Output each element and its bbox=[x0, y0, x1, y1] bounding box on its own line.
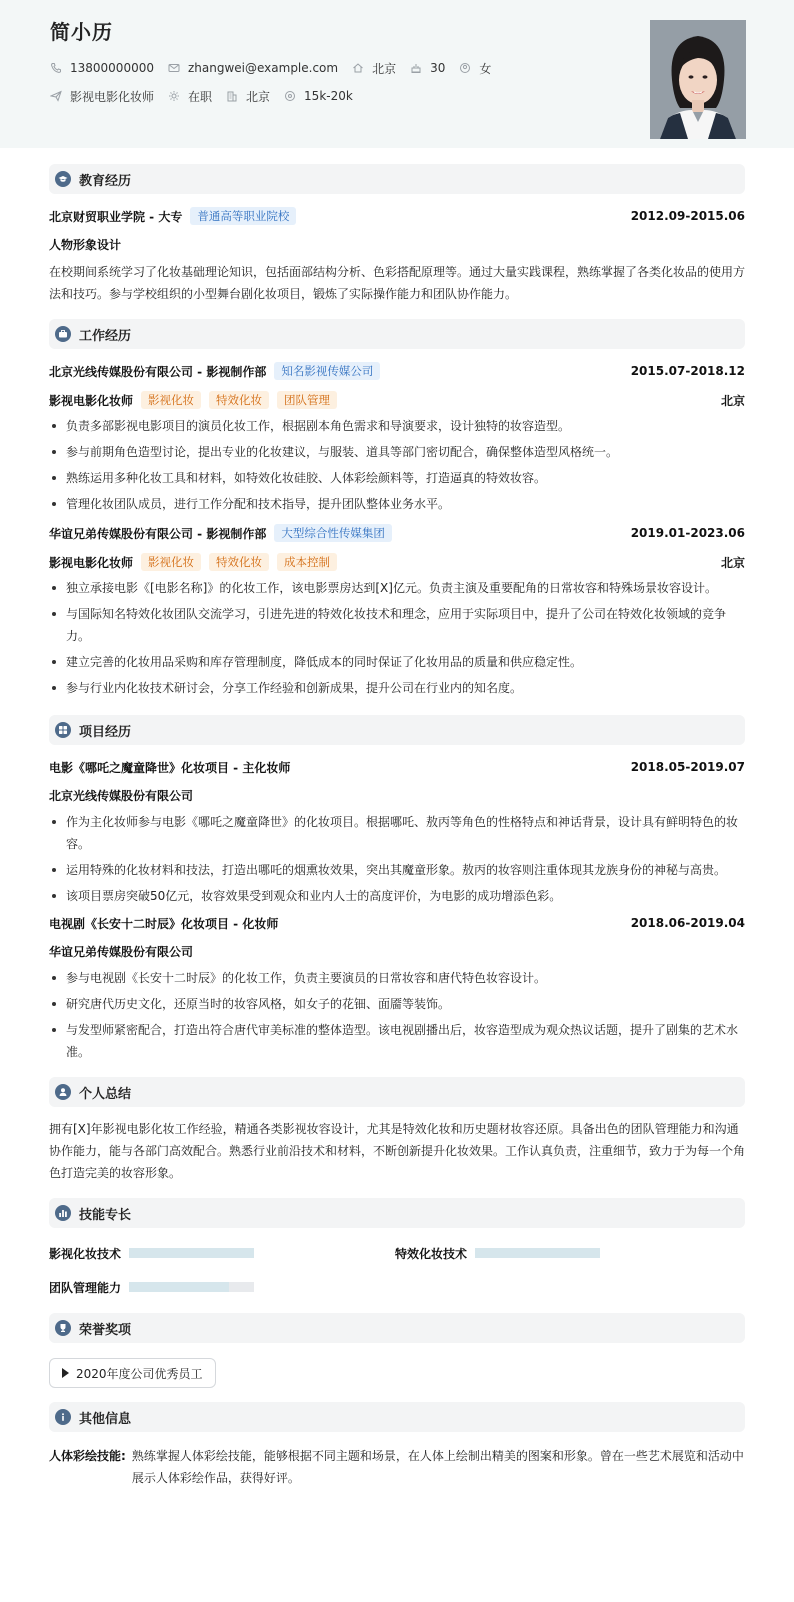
section-education bbox=[49, 164, 745, 194]
skill-bar bbox=[129, 1248, 254, 1258]
phone-info bbox=[50, 61, 154, 75]
skill-bar-fill bbox=[129, 1248, 254, 1258]
section-work bbox=[49, 319, 745, 349]
project-bullets bbox=[49, 967, 745, 1063]
list-item: 与发型师紧密配合，打造出符合唐代审美标准的整体造型。该电视剧播出后，妆容造型成为观众热议话题，提升了剧集的艺术水准。 bbox=[49, 1019, 745, 1063]
section-projects-title: 项目经历 bbox=[79, 724, 132, 740]
age-text: 30 bbox=[430, 61, 446, 75]
skill-tag: 成本控制 bbox=[277, 553, 337, 571]
skill-bar-fill bbox=[129, 1282, 229, 1292]
project-company: 华谊兄弟传媒股份有限公司 bbox=[49, 945, 194, 959]
education-entry bbox=[49, 206, 745, 305]
company-tag: 大型综合性传媒集团 bbox=[274, 524, 392, 542]
skill-tag: 影视化妆 bbox=[141, 553, 201, 571]
list-item: 参与前期角色造型讨论，提出专业的化妆建议，与服装、道具等部门密切配合，确保整体造型风格统一。 bbox=[49, 441, 745, 463]
honor-item bbox=[49, 1358, 216, 1388]
job-target-text: 影视电影化妆师 bbox=[70, 89, 155, 104]
list-item: 运用特殊的化妆材料和技法，打造出哪吒的烟熏妆效果，突出其魔童形象。敖丙的妆容则注重体现其龙族身份的神秘与高贵。 bbox=[49, 859, 745, 881]
basic-info-row bbox=[50, 60, 744, 76]
skill-tag: 特效化妆 bbox=[209, 553, 269, 571]
work-entry bbox=[49, 523, 745, 699]
list-item: 研究唐代历史文化，还原当时的妆容风格，如女子的花钿、面靥等装饰。 bbox=[49, 993, 745, 1015]
skill-tag: 特效化妆 bbox=[209, 391, 269, 409]
skill-item bbox=[395, 1239, 741, 1267]
candidate-name: 简小历 bbox=[50, 20, 113, 44]
work-bullets bbox=[49, 577, 745, 699]
work-role: 影视电影化妆师 bbox=[49, 555, 134, 570]
home-icon bbox=[352, 62, 364, 74]
skill-name: 团队管理能力 bbox=[49, 1280, 122, 1295]
list-item: 参与行业内化妆技术研讨会，分享工作经验和创新成果，提升公司在行业内的知名度。 bbox=[49, 677, 745, 699]
list-item: 参与电视剧《长安十二时辰》的化妆工作，负责主要演员的日常妆容和唐代特色妆容设计。 bbox=[49, 967, 745, 989]
work-city: 北京 bbox=[720, 393, 745, 408]
settings-icon bbox=[168, 90, 180, 102]
gender-info bbox=[459, 60, 491, 77]
work-company: 北京光线传媒股份有限公司 - 影视制作部 bbox=[49, 364, 267, 379]
target-city-text: 北京 bbox=[246, 89, 271, 104]
list-item: 该项目票房突破50亿元，妆容效果受到观众和业内人士的高度评价，为电影的成功增添色彩。 bbox=[49, 885, 745, 907]
job-target-info bbox=[50, 88, 154, 105]
list-item: 与国际知名特效化妆团队交流学习，引进先进的特效化妆技术和理念，应用于实际项目中，提升了公司在特效化妆领域的竞争力。 bbox=[49, 603, 745, 647]
section-projects bbox=[49, 715, 745, 745]
skill-tag: 团队管理 bbox=[277, 391, 337, 409]
project-entry bbox=[49, 913, 745, 1063]
age-info bbox=[410, 61, 445, 75]
work-city: 北京 bbox=[720, 555, 745, 570]
target-city-info bbox=[226, 88, 270, 105]
skill-item bbox=[49, 1239, 395, 1267]
section-summary bbox=[49, 1077, 745, 1107]
section-work-title: 工作经历 bbox=[79, 328, 132, 344]
skill-item bbox=[49, 1273, 395, 1301]
building-icon bbox=[226, 90, 238, 102]
trophy-icon bbox=[55, 1320, 71, 1336]
skill-bar bbox=[475, 1248, 600, 1258]
phone-icon bbox=[50, 62, 62, 74]
work-date: 2019.01-2023.06 bbox=[630, 526, 745, 540]
skill-bar bbox=[129, 1282, 254, 1292]
project-date: 2018.06-2019.04 bbox=[630, 916, 745, 930]
education-date: 2012.09-2015.06 bbox=[630, 209, 745, 223]
project-entry bbox=[49, 757, 745, 907]
section-honors-title: 荣誉奖项 bbox=[79, 1322, 132, 1338]
work-role: 影视电影化妆师 bbox=[49, 393, 134, 408]
company-tag: 知名影视传媒公司 bbox=[274, 362, 380, 380]
mail-icon bbox=[168, 62, 180, 74]
status-text: 在职 bbox=[188, 89, 213, 104]
other-info bbox=[49, 1445, 745, 1489]
work-bullets bbox=[49, 415, 745, 515]
gender-icon bbox=[459, 62, 471, 74]
portrait-image bbox=[650, 20, 746, 139]
skill-bar-fill bbox=[475, 1248, 600, 1258]
school-tag: 普通高等职业院校 bbox=[190, 207, 296, 225]
project-title: 电视剧《长安十二时辰》化妆项目 - 化妆师 bbox=[49, 916, 279, 931]
salary-text: 15k-20k bbox=[304, 89, 353, 103]
profile-photo bbox=[650, 20, 746, 139]
skills-list bbox=[49, 1239, 745, 1301]
other-label: 人体彩绘技能: bbox=[49, 1449, 126, 1463]
phone-text: 13800000000 bbox=[70, 61, 154, 75]
list-item: 作为主化妆师参与电影《哪吒之魔童降世》的化妆项目。根据哪吒、敖丙等角色的性格特点和神话背景，设计具有鲜明特色的妆容。 bbox=[49, 811, 745, 855]
list-item: 独立承接电影《[电影名称]》的化妆工作，该电影票房达到[X]亿元。负责主演及重要配角的日常妆容和特殊场景妆容设计。 bbox=[49, 577, 745, 599]
section-other-title: 其他信息 bbox=[79, 1411, 132, 1427]
section-skills bbox=[49, 1198, 745, 1228]
honor-text: 2020年度公司优秀员工 bbox=[76, 1366, 203, 1381]
grid-icon bbox=[55, 722, 71, 738]
honors-list bbox=[49, 1358, 745, 1388]
work-entry bbox=[49, 361, 745, 515]
location-info bbox=[352, 60, 396, 77]
salary-info bbox=[284, 89, 353, 103]
section-skills-title: 技能专长 bbox=[79, 1207, 132, 1223]
cake-icon bbox=[410, 62, 422, 74]
play-icon bbox=[62, 1368, 69, 1378]
bar-chart-icon bbox=[55, 1205, 71, 1221]
education-major: 人物形象设计 bbox=[49, 238, 122, 252]
status-info bbox=[168, 88, 212, 105]
work-date: 2015.07-2018.12 bbox=[630, 364, 745, 378]
education-description: 在校期间系统学习了化妆基础理论知识，包括面部结构分析、色彩搭配原理等。通过大量实践课程，熟练掌握了各类化妆品的使用方法和技巧。参与学校组织的小型舞台剧化妆项目，锻炼了实际操作能力和团队协作能力。 bbox=[49, 265, 746, 301]
project-company: 北京光线传媒股份有限公司 bbox=[49, 789, 194, 803]
coin-icon bbox=[284, 90, 296, 102]
work-company: 华谊兄弟传媒股份有限公司 - 影视制作部 bbox=[49, 526, 267, 541]
list-item: 管理化妆团队成员，进行工作分配和技术指导，提升团队整体业务水平。 bbox=[49, 493, 745, 515]
skill-name: 特效化妆技术 bbox=[395, 1246, 468, 1261]
section-education-title: 教育经历 bbox=[79, 173, 132, 189]
project-date: 2018.05-2019.07 bbox=[630, 760, 745, 774]
resume-body bbox=[0, 164, 794, 1489]
other-text: 熟练掌握人体彩绘技能，能够根据不同主题和场景，在人体上绘制出精美的图案和形象。曾在一些艺术展览和活动中展示人体彩绘作品，获得好评。 bbox=[131, 1449, 744, 1485]
location-text: 北京 bbox=[372, 61, 397, 76]
list-item: 负责多部影视电影项目的演员化妆工作，根据剧本角色需求和导演要求，设计独特的妆容造型。 bbox=[49, 415, 745, 437]
email-info bbox=[168, 61, 338, 75]
section-other bbox=[49, 1402, 745, 1432]
send-icon bbox=[50, 90, 62, 102]
resume-header bbox=[0, 0, 794, 148]
email-text: zhangwei@example.com bbox=[187, 61, 339, 75]
section-summary-title: 个人总结 bbox=[79, 1086, 132, 1102]
graduation-cap-icon bbox=[55, 171, 71, 187]
school-name: 北京财贸职业学院 - 大专 bbox=[49, 209, 183, 224]
skill-name: 影视化妆技术 bbox=[49, 1246, 122, 1261]
list-item: 建立完善的化妆用品采购和库存管理制度，降低成本的同时保证了化妆用品的质量和供应稳定性。 bbox=[49, 651, 745, 673]
section-honors bbox=[49, 1313, 745, 1343]
project-bullets bbox=[49, 811, 745, 907]
job-intent-row bbox=[50, 88, 744, 104]
user-icon bbox=[55, 1084, 71, 1100]
briefcase-icon bbox=[55, 326, 71, 342]
gender-text: 女 bbox=[479, 61, 492, 76]
summary-text: 拥有[X]年影视电影化妆工作经验，精通各类影视妆容设计，尤其是特效化妆和历史题材妆容还原。具备出色的团队管理能力和沟通协作能力，能与各部门高效配合。熟悉行业前沿技术和材料，不断创新提升化妆效果。工作认真负责，注重细节，致力于为每一个角色打造完美的妆容形象。 bbox=[49, 1122, 746, 1180]
skill-tag: 影视化妆 bbox=[141, 391, 201, 409]
project-title: 电影《哪吒之魔童降世》化妆项目 - 主化妆师 bbox=[49, 760, 291, 775]
info-icon bbox=[55, 1409, 71, 1425]
list-item: 熟练运用多种化妆工具和材料，如特效化妆硅胶、人体彩绘颜料等，打造逼真的特效妆容。 bbox=[49, 467, 745, 489]
